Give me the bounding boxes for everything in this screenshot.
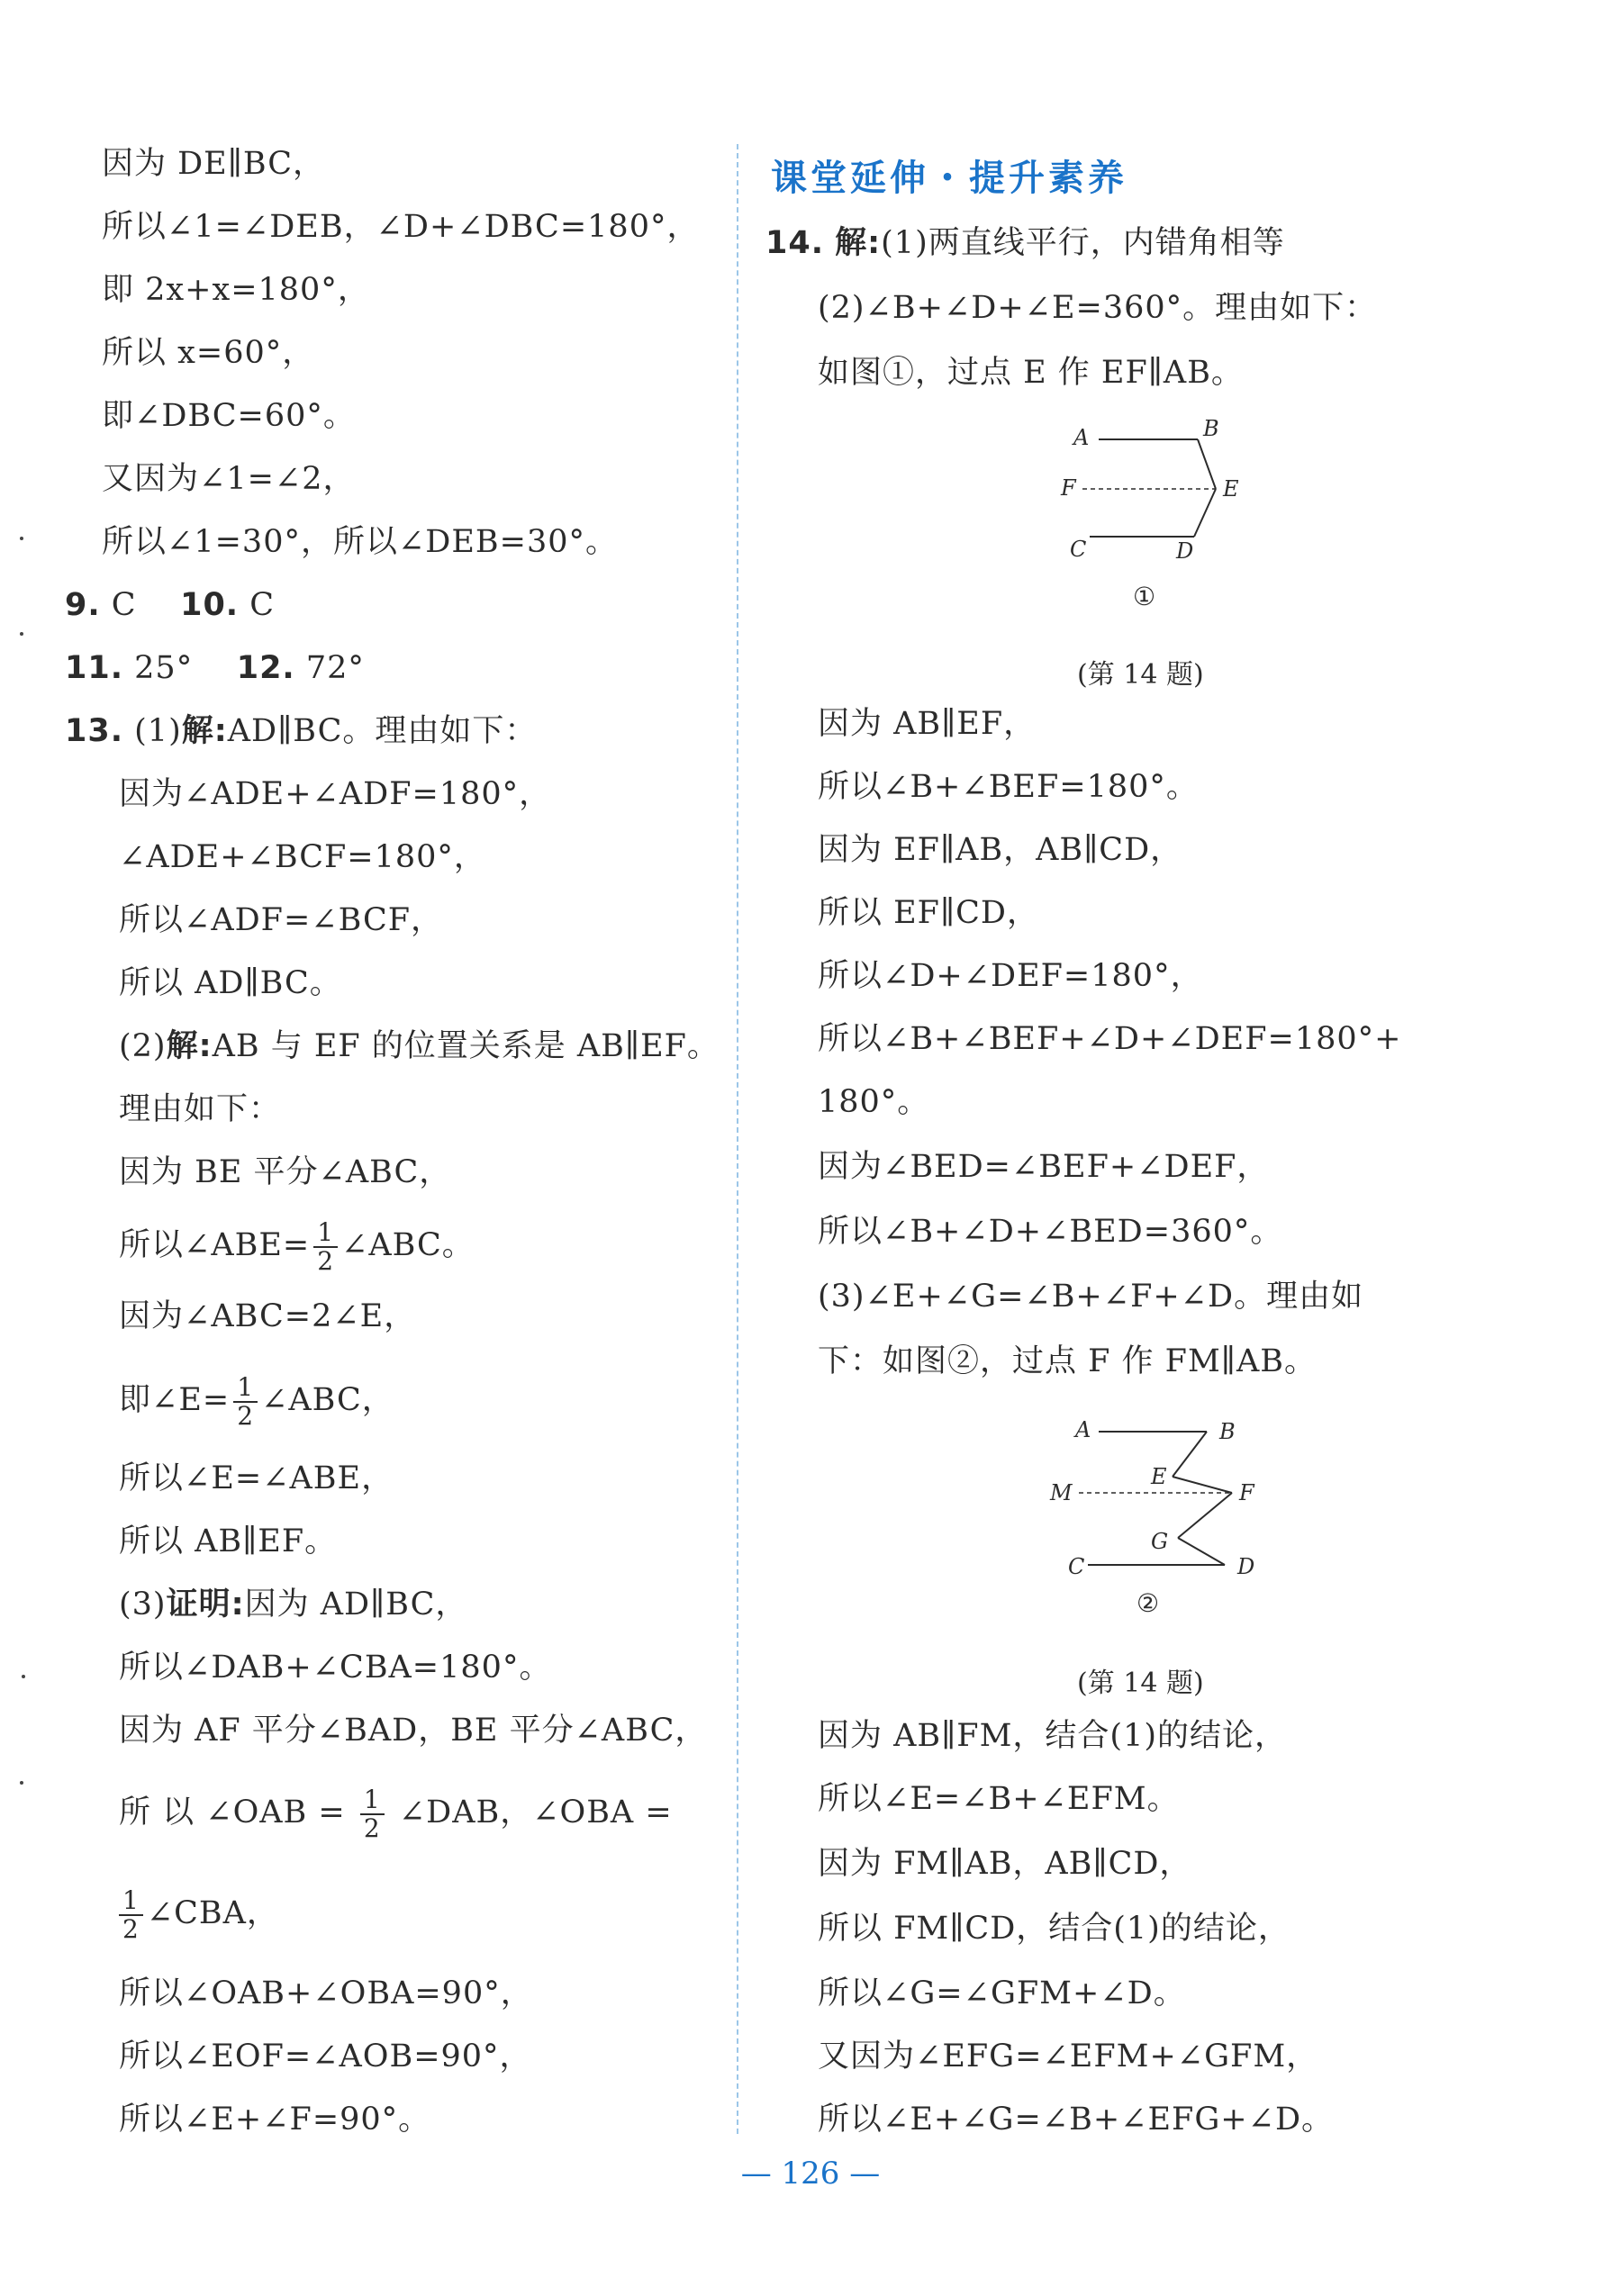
numerator: 1 bbox=[360, 1786, 385, 1815]
solution-label: 解: bbox=[835, 225, 882, 261]
text-line: 因为 AB∥EF， bbox=[818, 706, 1037, 742]
figure-mark: ② bbox=[1137, 1588, 1160, 1618]
text-line: 所以 x=60°， bbox=[102, 335, 315, 371]
text-line: 所以∠1=∠DEB，∠D+∠DBC=180°， bbox=[102, 209, 700, 245]
text-line: 即∠DBC=60°。 bbox=[102, 398, 356, 434]
fraction bbox=[360, 1786, 385, 1842]
text-line: AB 与 EF 的位置关系是 AB∥EF。 bbox=[212, 1028, 720, 1064]
label-a: A bbox=[1073, 425, 1090, 450]
text-line: 因为 DE∥BC， bbox=[102, 146, 326, 182]
scan-mark bbox=[22, 1675, 25, 1678]
text-segment: ∠CBA， bbox=[146, 1895, 279, 1931]
q13-part2-heading bbox=[119, 1026, 720, 1066]
question-number: 13. bbox=[65, 713, 124, 749]
answer-line-11-12 bbox=[65, 648, 365, 688]
label-a: A bbox=[1075, 1417, 1091, 1442]
text-line: 又因为∠EFG=∠EFM+∠GFM， bbox=[818, 2038, 1319, 2075]
text-line: (3)∠E+∠G=∠B+∠F+∠D。理由如 bbox=[818, 1279, 1364, 1315]
question-number: 14. bbox=[765, 225, 825, 261]
text-line: 180°。 bbox=[818, 1084, 930, 1120]
text-line: 即 2x+x=180°， bbox=[102, 272, 370, 308]
fraction-line bbox=[119, 1369, 394, 1432]
scan-mark bbox=[20, 537, 23, 540]
text-line: 所以∠1=30°，所以∠DEB=30°。 bbox=[102, 524, 618, 560]
fraction bbox=[119, 1887, 143, 1943]
text-line: 所以∠E+∠F=90°。 bbox=[119, 2102, 431, 2138]
part-label: (1) bbox=[134, 713, 182, 749]
text-segment: ∠DAB，∠OBA = bbox=[387, 1794, 673, 1830]
line-be bbox=[1198, 439, 1216, 489]
fraction-line bbox=[119, 1214, 475, 1277]
text-line: 因为∠ADE+∠ADF=180°， bbox=[119, 776, 552, 812]
label-d: D bbox=[1237, 1554, 1255, 1579]
text-line: 因为 EF∥AB，AB∥CD， bbox=[818, 832, 1183, 868]
figure-caption: (第 14 题) bbox=[1077, 659, 1204, 691]
denominator: 2 bbox=[363, 1812, 381, 1843]
text-line: 因为∠BED=∠BEF+∠DEF， bbox=[818, 1149, 1270, 1185]
text-line: 所以∠E=∠ABE， bbox=[119, 1460, 394, 1496]
text-segment: ∠ABC。 bbox=[341, 1227, 475, 1263]
label-g: G bbox=[1151, 1529, 1169, 1554]
label-b: B bbox=[1203, 416, 1219, 441]
text-line: 所以∠E+∠G=∠B+∠EFG+∠D。 bbox=[818, 2102, 1335, 2138]
fraction-line bbox=[119, 1781, 673, 1844]
line-ed bbox=[1194, 489, 1216, 537]
label-f: F bbox=[1239, 1480, 1254, 1505]
text-line: 下：如图②，过点 F 作 FM∥AB。 bbox=[818, 1343, 1317, 1379]
denominator: 2 bbox=[237, 1400, 255, 1431]
column-divider bbox=[737, 144, 738, 2134]
line-fg bbox=[1178, 1493, 1232, 1538]
label-m: M bbox=[1050, 1480, 1073, 1505]
label-b: B bbox=[1219, 1419, 1236, 1444]
answer-line-9-10 bbox=[65, 585, 275, 625]
text-line: 因为 AF 平分∠BAD，BE 平分∠ABC， bbox=[119, 1713, 708, 1749]
text-segment: ∠ABC， bbox=[261, 1382, 394, 1418]
text-line: 所以∠ADF=∠BCF， bbox=[119, 902, 444, 938]
text-line: 所以∠EOF=∠AOB=90°， bbox=[119, 2038, 532, 2075]
text-line: 所以 FM∥CD，结合(1)的结论， bbox=[818, 1911, 1290, 1947]
text-line: 因为 AD∥BC， bbox=[244, 1586, 468, 1623]
text-line: (1)两直线平行，内错角相等 bbox=[881, 225, 1285, 261]
fraction-line bbox=[119, 1882, 279, 1945]
solution-label: 解: bbox=[166, 1028, 213, 1064]
text-line: 所以∠B+∠BEF=180°。 bbox=[818, 769, 1199, 805]
text-line: 因为 FM∥AB，AB∥CD， bbox=[818, 1846, 1192, 1882]
q14-heading bbox=[765, 223, 1285, 263]
numerator: 1 bbox=[233, 1374, 258, 1403]
line-be bbox=[1173, 1432, 1207, 1477]
part-label: (3) bbox=[119, 1586, 167, 1623]
text-line: 所以∠DAB+∠CBA=180°。 bbox=[119, 1650, 552, 1686]
text-line: 因为∠ABC=2∠E， bbox=[119, 1298, 417, 1334]
text-line: AD∥BC。理由如下： bbox=[227, 713, 538, 749]
proof-label: 证明: bbox=[166, 1586, 245, 1623]
denominator: 2 bbox=[122, 1913, 140, 1944]
question-number: 12. bbox=[236, 650, 295, 686]
label-c: C bbox=[1070, 537, 1087, 562]
page-number: — 126 — bbox=[740, 2156, 881, 2192]
text-line: 理由如下： bbox=[119, 1091, 282, 1127]
figure-caption: (第 14 题) bbox=[1077, 1668, 1204, 1699]
scan-mark bbox=[20, 1781, 23, 1785]
label-c: C bbox=[1068, 1554, 1085, 1579]
fraction bbox=[233, 1371, 258, 1431]
text-segment: 所以∠ABE= bbox=[119, 1227, 311, 1263]
question-number: 9. bbox=[65, 587, 101, 623]
label-d: D bbox=[1176, 538, 1194, 564]
text-line: ∠ADE+∠BCF=180°， bbox=[119, 839, 486, 875]
text-line: 所以 AD∥BC。 bbox=[119, 965, 342, 1001]
text-line: 又因为∠1=∠2， bbox=[102, 461, 356, 497]
numerator: 1 bbox=[119, 1887, 143, 1916]
text-line: 如图①，过点 E 作 EF∥AB。 bbox=[818, 355, 1244, 391]
label-e: E bbox=[1223, 476, 1239, 502]
text-line: 所以 AB∥EF。 bbox=[119, 1523, 338, 1559]
figure-mark: ① bbox=[1133, 582, 1156, 611]
text-line: 所以∠B+∠D+∠BED=360°。 bbox=[818, 1214, 1283, 1250]
question-number: 10. bbox=[180, 587, 240, 623]
answer: C bbox=[249, 587, 276, 623]
q13-part3-heading bbox=[119, 1585, 467, 1624]
section-title: 课堂延伸・提升素养 bbox=[771, 158, 1127, 199]
text-line: 所以 EF∥CD， bbox=[818, 895, 1039, 931]
text-line: 因为 BE 平分∠ABC， bbox=[119, 1154, 452, 1190]
figure-1 bbox=[1045, 412, 1261, 619]
text-line: 因为 AB∥FM，结合(1)的结论， bbox=[818, 1718, 1287, 1754]
text-line: 所以∠B+∠BEF+∠D+∠DEF=180°+ bbox=[818, 1021, 1402, 1057]
label-e: E bbox=[1151, 1464, 1167, 1489]
scan-mark bbox=[20, 632, 23, 636]
q13-heading bbox=[65, 711, 537, 751]
answer: C bbox=[111, 587, 137, 623]
line-ef bbox=[1173, 1477, 1232, 1493]
solution-label: 解: bbox=[181, 713, 228, 749]
text-segment: 所 以 ∠OAB = bbox=[119, 1794, 357, 1830]
fraction bbox=[313, 1216, 338, 1276]
text-line: 所以∠OAB+∠OBA=90°， bbox=[119, 1975, 533, 2011]
line-gd bbox=[1178, 1538, 1225, 1565]
label-f: F bbox=[1061, 475, 1076, 501]
part-label: (2) bbox=[119, 1028, 167, 1064]
text-segment: 即∠E= bbox=[119, 1382, 231, 1418]
question-number: 11. bbox=[65, 650, 124, 686]
figure-2 bbox=[1036, 1405, 1270, 1630]
text-line: 所以∠D+∠DEF=180°， bbox=[818, 958, 1203, 994]
denominator: 2 bbox=[317, 1245, 335, 1276]
text-line: (2)∠B+∠D+∠E=360°。理由如下： bbox=[818, 290, 1378, 326]
text-line: 所以∠G=∠GFM+∠D。 bbox=[818, 1975, 1186, 2011]
answer: 72° bbox=[305, 650, 365, 686]
text-line: 所以∠E=∠B+∠EFM。 bbox=[818, 1781, 1180, 1817]
answer: 25° bbox=[134, 650, 194, 686]
numerator: 1 bbox=[313, 1219, 338, 1248]
